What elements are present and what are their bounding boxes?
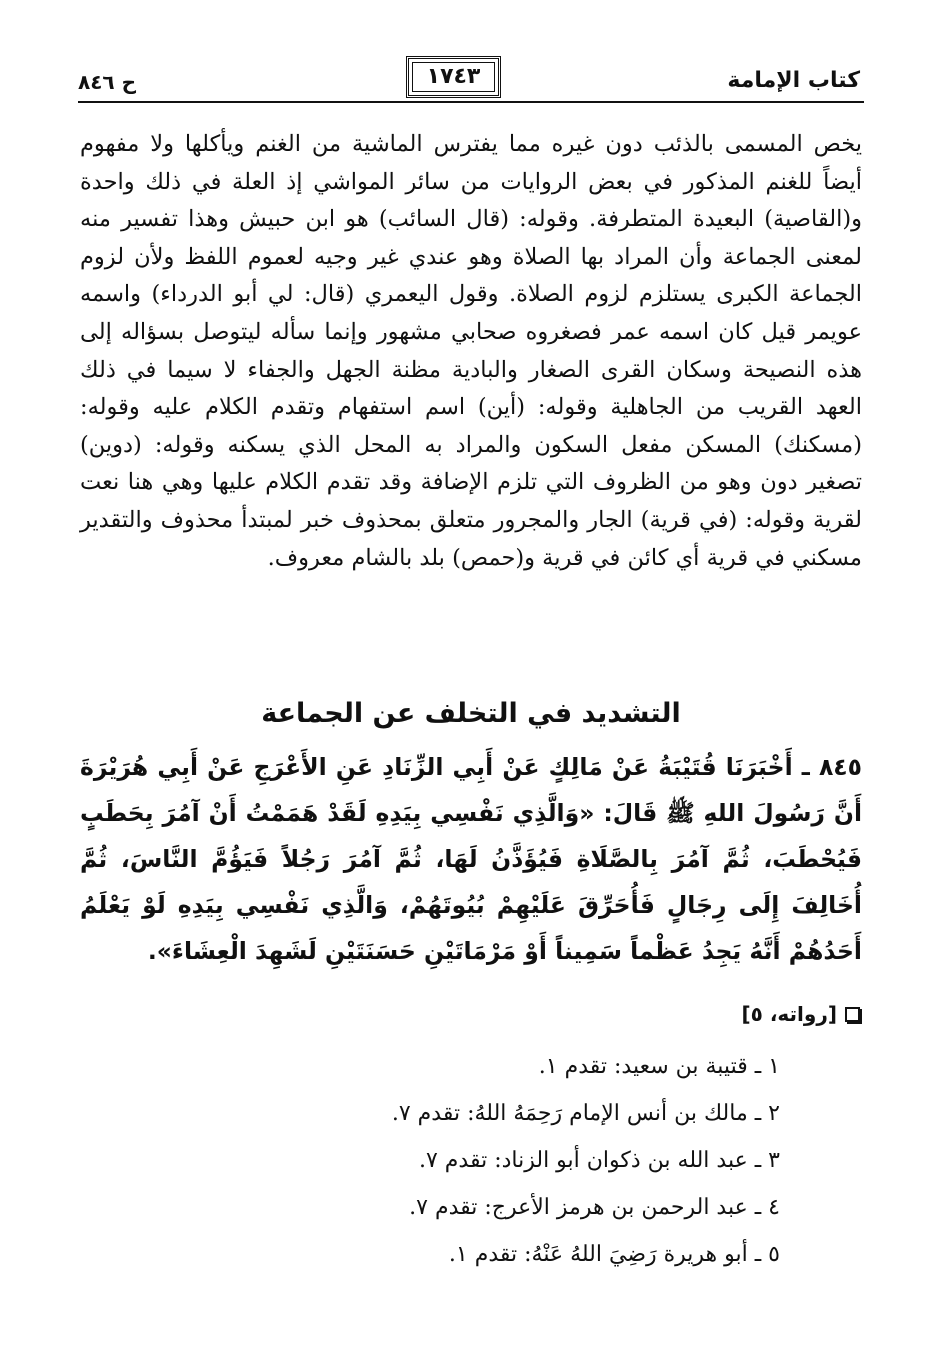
narrator-item: ٣ ـ عبد الله بن ذكوان أبو الزناد: تقدم ٧. bbox=[418, 1148, 780, 1173]
narrators-heading-label: [رواته، ٥] bbox=[741, 1002, 837, 1026]
narrators-heading bbox=[742, 1002, 861, 1026]
commentary-block bbox=[80, 126, 862, 577]
page-number-frame bbox=[406, 56, 501, 98]
header-divider bbox=[78, 101, 864, 103]
narrator-item: ٢ ـ مالك بن أنس الإمام رَحِمَهُ اللهُ: تقدم ٧. bbox=[391, 1101, 780, 1126]
hadith-block bbox=[80, 744, 862, 974]
section-title: التشديد في التخلف عن الجماعة bbox=[261, 698, 681, 729]
hadith-reference: ح ٨٤٦ bbox=[78, 70, 137, 94]
narrator-item: ١ ـ قتيبة بن سعيد: تقدم ١. bbox=[538, 1054, 780, 1079]
hadith-text: ٨٤٥ ـ أَخْبَرَنَا قُتَيْبَةُ عَنْ مَالِكٍ عَنْ أَبِي الزِّنَادِ عَنِ الأَعْرَجِ عَنْ أَبِي هُرَيْرَةَ أَنَّ رَسُولَ اللهِ ﷺ قَالَ: «وَالَّذِي نَفْسِي بِيَدِهِ لَقَدْ هَمَمْتُ أَنْ آمُرَ بِحَطَبٍ فَيُحْطَبَ، ثُمَّ آمُرَ بِالصَّلَاةِ فَيُؤَذَّنُ لَهَا، ثُمَّ آمُرَ رَجُلاً فَيَؤُمَّ النَّاسَ، ثُمَّ أُخَالِفَ إِلَى رِجَالٍ فَأُحَرِّقَ عَلَيْهِمْ بُيُوتَهُمْ، وَالَّذِي نَفْسِي بِيَدِهِ لَوْ يَعْلَمُ أَحَدُهُمْ أَنَّهُ يَجِدُ عَظْماً سَمِيناً أَوْ مَرْمَاتَيْنِ حَسَنَتَيْنِ لَشَهِدَ الْعِشَاءَ». bbox=[80, 753, 862, 965]
checkbox-icon bbox=[845, 1007, 860, 1022]
narrator-item: ٤ ـ عبد الرحمن بن هرمز الأعرج: تقدم ٧. bbox=[409, 1195, 780, 1220]
commentary-paragraph: يخص المسمى بالذئب دون غيره مما يفترس الماشية من الغنم ويأكلها ولا مفهوم أيضاً للغنم المذكور في بعض الروايات من سائر المواشي إذ العلة في ذلك واحدة و(القاصية) البعيدة المتطرفة. وقوله: (قال السائب) هو ابن حبيش وهذا تفسير منه لمعنى الجماعة وأن المراد بها الصلاة وهو عندي غير وجيه لعموم اللفظ ولأن لزوم الجماعة الكبرى يستلزم لزوم الصلاة. وقول اليعمري (قال: لي أبو الدرداء) واسمه عويمر قيل كان اسمه عمر فصغروه صحابي مشهور وإنما سأله ليتوصل بسؤاله إلى هذه النصيحة وسكان القرى الصغار والبادية مظنة الجهل والجفاء لا سيما في ذلك العهد القريب من الجاهلية وقوله: (أين) اسم استفهام وتقدم الكلام عليه وقوله: (مسكنك) المسكن مفعل السكون والمراد به المحل الذي يسكنه وقوله: (دوين) تصغير دون وهو من الظروف التي تلزم الإضافة وقد تقدم الكلام عليها وهي هنا نعت لقرية وقوله: (في قرية) الجار والمجرور متعلق بمحذوف خبر لمبتدأ محذوف والتقدير مسكني في قرية أي كائن في قرية و(حمص) بلد بالشام معروف. bbox=[80, 131, 862, 571]
book-title: كتاب الإمامة bbox=[727, 68, 860, 93]
narrators-list bbox=[392, 1043, 780, 1278]
narrator-item: ٥ ـ أبو هريرة رَضِيَ اللهُ عَنْهُ: تقدم ١. bbox=[448, 1242, 780, 1267]
page-number: ١٧٤٣ bbox=[426, 64, 481, 89]
